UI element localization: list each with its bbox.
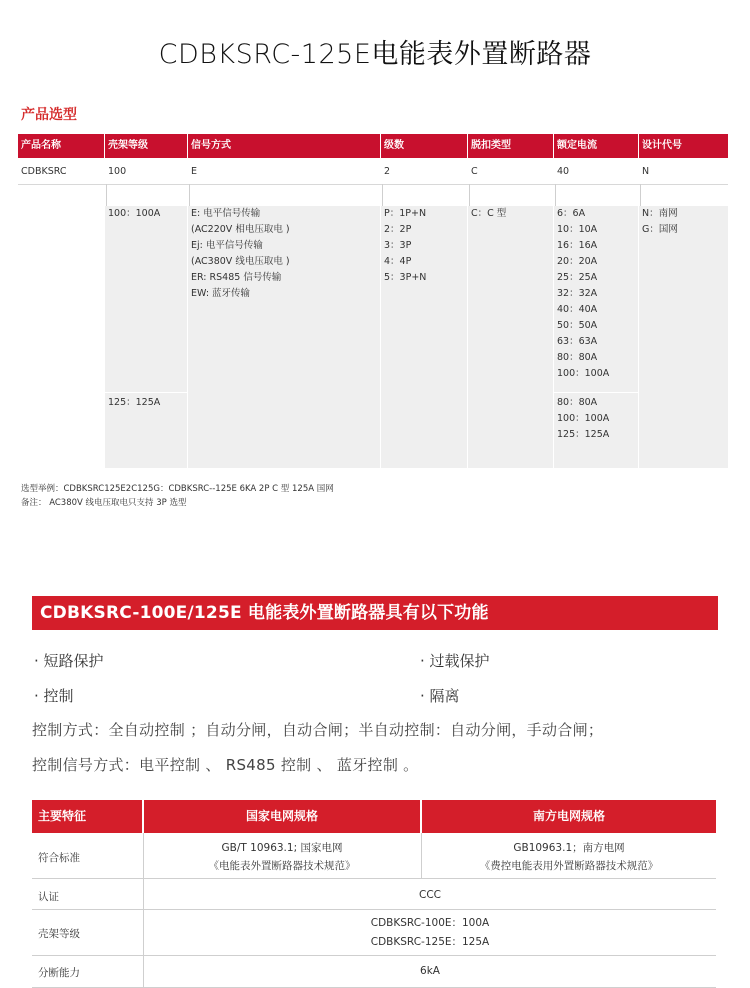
current-option: 50：50A bbox=[557, 320, 598, 331]
frame-option: 125：125A bbox=[108, 397, 161, 408]
selection-example-note: 选型举例：CDBKSRC125E2C125G：CDBKSRC--125E 6KA 2P C 型 125A 国网 bbox=[21, 484, 334, 494]
spec-cert-value: CCC bbox=[419, 889, 441, 901]
control-mode-text: 控制方式：全自动控制 ；自动分闸，自动合闸；半自动控制：自动分闸，手动合闸； bbox=[32, 721, 604, 739]
frame-option: 100：100A bbox=[108, 208, 161, 219]
spec-frame-value: CDBKSRC-125E：125A bbox=[370, 936, 490, 948]
header-rated-current: 额定电流 bbox=[554, 134, 638, 158]
current-option: 20：20A bbox=[557, 256, 598, 267]
header-trip-type: 脱扣类型 bbox=[468, 134, 553, 158]
row-divider bbox=[18, 184, 728, 185]
connector-tick bbox=[469, 184, 470, 206]
feature-item: · 控制 bbox=[34, 687, 74, 705]
connector-tick bbox=[106, 184, 107, 206]
spec-south-standard: 《费控电能表用外置断路器技术规范》 bbox=[479, 860, 659, 872]
signal-option: (AC220V 相电压取电 ) bbox=[191, 224, 290, 235]
spec-header-south-grid: 南方电网规格 bbox=[422, 800, 716, 833]
spec-row-line bbox=[32, 909, 716, 910]
example-trip: C bbox=[471, 166, 478, 177]
selection-table bbox=[18, 134, 728, 468]
example-current: 40 bbox=[557, 166, 570, 177]
features-banner: CDBKSRC-100E/125E 电能表外置断路器具有以下功能 bbox=[32, 596, 718, 630]
current-option: 32：32A bbox=[557, 288, 598, 299]
signal-option: Ej: 电平信号传输 bbox=[191, 240, 263, 251]
spec-row-line bbox=[32, 878, 716, 879]
spec-south-standard: GB10963.1；南方电网 bbox=[513, 842, 625, 854]
pole-option: 4：4P bbox=[384, 256, 412, 267]
connector-tick bbox=[555, 184, 556, 206]
spec-state-standard: 《电能表外置断路器技术规范》 bbox=[208, 860, 356, 872]
trip-option: C：C 型 bbox=[471, 208, 507, 219]
design-fill bbox=[639, 206, 728, 468]
spec-label-frame: 壳架等级 bbox=[38, 928, 80, 940]
current-option: 10：10A bbox=[557, 224, 598, 235]
spec-header-state-grid: 国家电网规格 bbox=[144, 800, 420, 833]
spec-row-line bbox=[32, 955, 716, 956]
current-option: 63：63A bbox=[557, 336, 598, 347]
example-product: CDBKSRC bbox=[21, 166, 67, 177]
header-frame-grade: 壳架等级 bbox=[105, 134, 187, 158]
header-signal-mode: 信号方式 bbox=[188, 134, 380, 158]
spec-header-feature: 主要特征 bbox=[32, 800, 142, 833]
feature-item: · 短路保护 bbox=[34, 652, 104, 670]
header-product-name: 产品名称 bbox=[18, 134, 104, 158]
spec-label-breaking: 分断能力 bbox=[38, 967, 80, 979]
section-label: 产品选型 bbox=[21, 107, 77, 123]
pole-option: 3：3P bbox=[384, 240, 412, 251]
example-poles: 2 bbox=[384, 166, 391, 177]
header-poles: 级数 bbox=[381, 134, 467, 158]
header-design-code: 设计代号 bbox=[639, 134, 728, 158]
current-option: 6：6A bbox=[557, 208, 586, 219]
spec-label-standard: 符合标准 bbox=[38, 852, 80, 864]
connector-tick bbox=[382, 184, 383, 206]
current-option: 100：100A bbox=[557, 413, 610, 424]
current-split bbox=[554, 392, 638, 393]
signal-option: EW: 蓝牙传输 bbox=[191, 288, 251, 299]
page-title: CDBKSRC-125E电能表外置断路器 bbox=[158, 39, 592, 70]
design-option: N：南网 bbox=[642, 208, 678, 219]
current-option: 16：16A bbox=[557, 240, 598, 251]
example-frame: 100 bbox=[108, 166, 127, 177]
feature-item: · 过载保护 bbox=[420, 652, 490, 670]
signal-option: ER: RS485 信号传输 bbox=[191, 272, 282, 283]
connector-tick bbox=[189, 184, 190, 206]
example-signal: E bbox=[191, 166, 198, 177]
current-option: 100：100A bbox=[557, 368, 610, 379]
current-option: 80：80A bbox=[557, 352, 598, 363]
current-option: 40：40A bbox=[557, 304, 598, 315]
example-design: N bbox=[642, 166, 650, 177]
signal-option: E: 电平信号传输 bbox=[191, 208, 261, 219]
pole-option: 5：3P+N bbox=[384, 272, 427, 283]
current-option: 25：25A bbox=[557, 272, 598, 283]
spec-label-cert: 认证 bbox=[38, 891, 59, 903]
feature-item: · 隔离 bbox=[420, 687, 460, 705]
signal-option: (AC380V 线电压取电 ) bbox=[191, 256, 290, 267]
frame-fill bbox=[105, 206, 187, 468]
spec-state-standard: GB/T 10963.1; 国家电网 bbox=[221, 842, 343, 854]
connector-tick bbox=[640, 184, 641, 206]
design-option: G：国网 bbox=[642, 224, 678, 235]
spec-breaking-value: 6kA bbox=[420, 965, 440, 977]
frame-split bbox=[105, 392, 187, 393]
trip-fill bbox=[468, 206, 553, 468]
pole-option: 2：2P bbox=[384, 224, 412, 235]
control-signal-text: 控制信号方式：电平控制 、 RS485 控制 、 蓝牙控制 。 bbox=[32, 756, 419, 774]
remark-note: 备注： AC380V 线电压取电只支持 3P 选型 bbox=[21, 498, 187, 508]
current-option: 125：125A bbox=[557, 429, 610, 440]
spec-frame-value: CDBKSRC-100E：100A bbox=[370, 917, 490, 929]
pole-option: P：1P+N bbox=[384, 208, 427, 219]
current-option: 80：80A bbox=[557, 397, 598, 408]
